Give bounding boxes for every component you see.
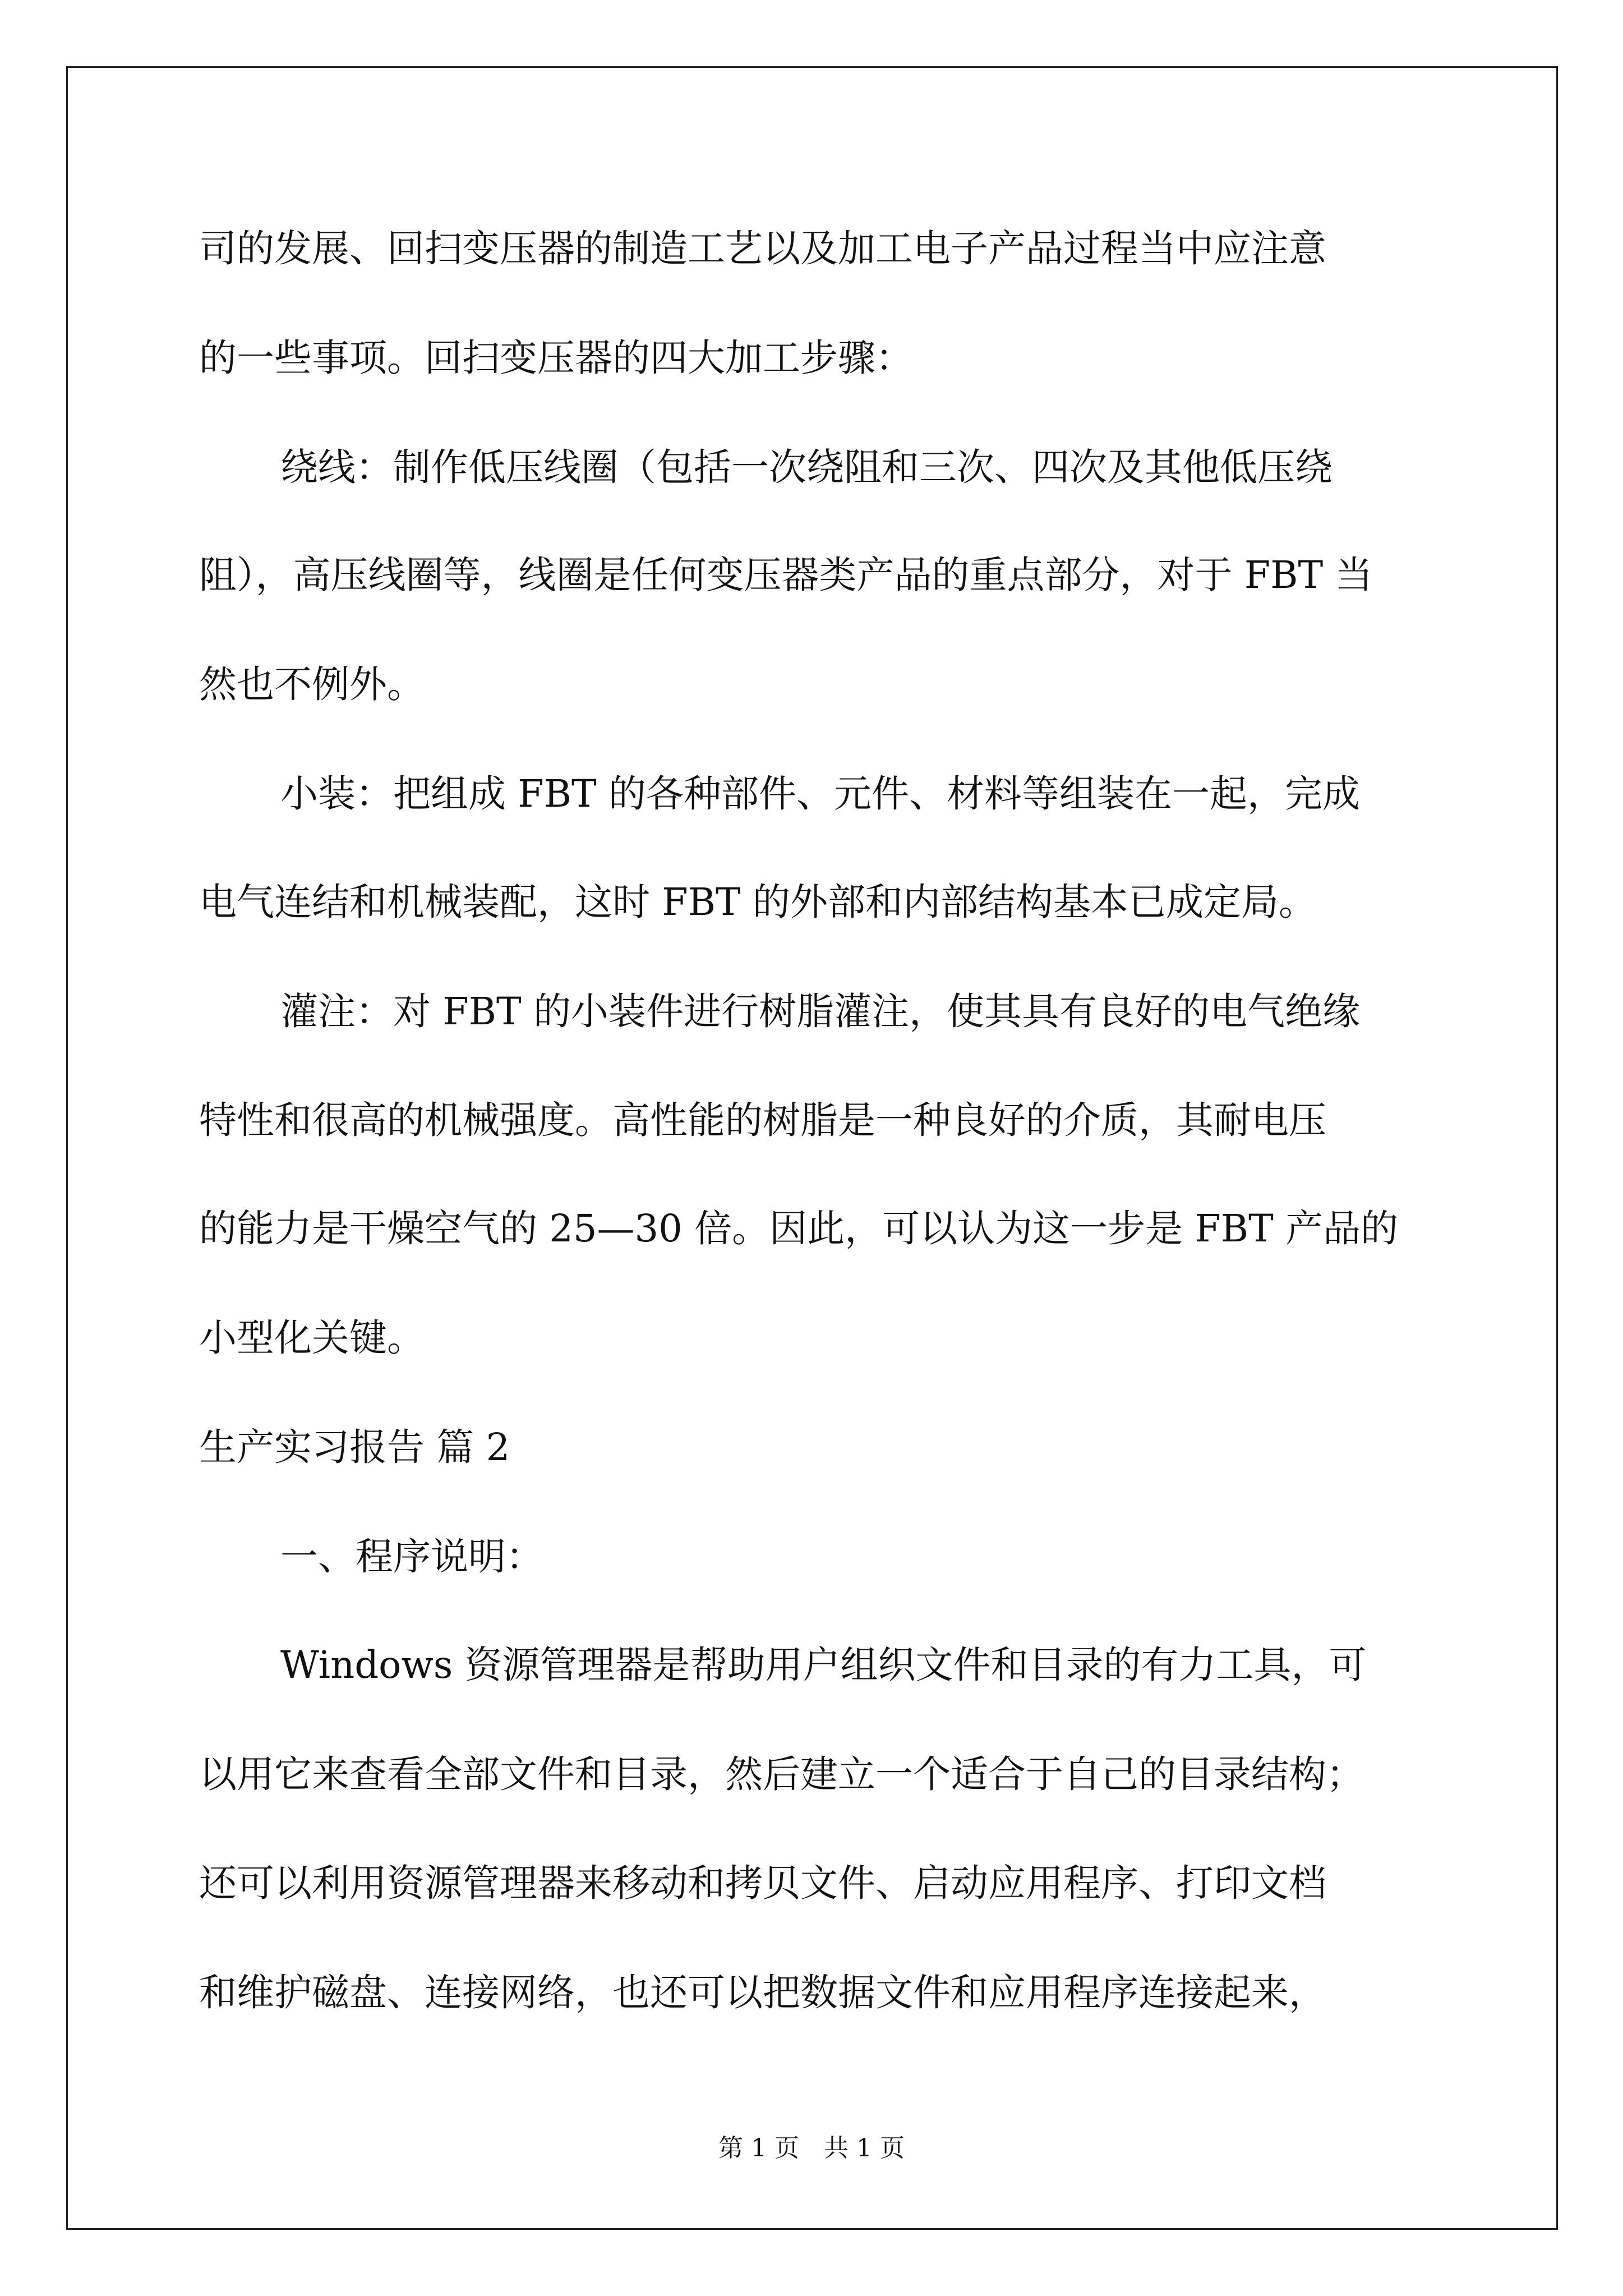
- text-line: 绕线：制作低压线圈（包括一次绕阻和三次、四次及其他低压绕: [280, 445, 1332, 489]
- text-line: 阻），高压线圈等，线圈是任何变压器类产品的重点部分，对于 FBT 当: [199, 553, 1373, 597]
- text-line: 和维护磁盘、连接网络，也还可以把数据文件和应用程序连接起来，: [199, 1971, 1326, 2014]
- text-line: 小装：把组成 FBT 的各种部件、元件、材料等组装在一起，完成: [280, 772, 1361, 816]
- text-line: Windows 资源管理器是帮助用户组织文件和目录的有力工具，可: [280, 1643, 1367, 1687]
- section-heading: 生产实习报告 篇 2: [199, 1425, 510, 1469]
- text-line: 以用它来查看全部文件和目录，然后建立一个适合于自己的目录结构；: [199, 1752, 1364, 1796]
- page-footer: 第 1 页 共 1 页: [718, 2134, 905, 2162]
- text-line: 的能力是干燥空气的 25—30 倍。因此，可以认为这一步是 FBT 产品的: [199, 1207, 1399, 1250]
- text-line: 还可以利用资源管理器来移动和拷贝文件、启动应用程序、打印文档: [199, 1861, 1326, 1905]
- text-line: 灌注：对 FBT 的小装件进行树脂灌注，使其具有良好的电气绝缘: [280, 990, 1361, 1033]
- text-line: 电气连结和机械装配，这时 FBT 的外部和内部结构基本已成定局。: [199, 880, 1317, 924]
- text-line: 然也不例外。: [199, 662, 425, 706]
- text-line: 特性和很高的机械强度。高性能的树脂是一种良好的介质，其耐电压: [199, 1098, 1326, 1142]
- text-line: 小型化关键。: [199, 1316, 425, 1360]
- text-line: 的一些事项。回扫变压器的四大加工步骤：: [199, 336, 913, 380]
- text-line: 一、程序说明：: [280, 1535, 543, 1579]
- text-line: 司的发展、回扫变压器的制造工艺以及加工电子产品过程当中应注意: [199, 227, 1326, 270]
